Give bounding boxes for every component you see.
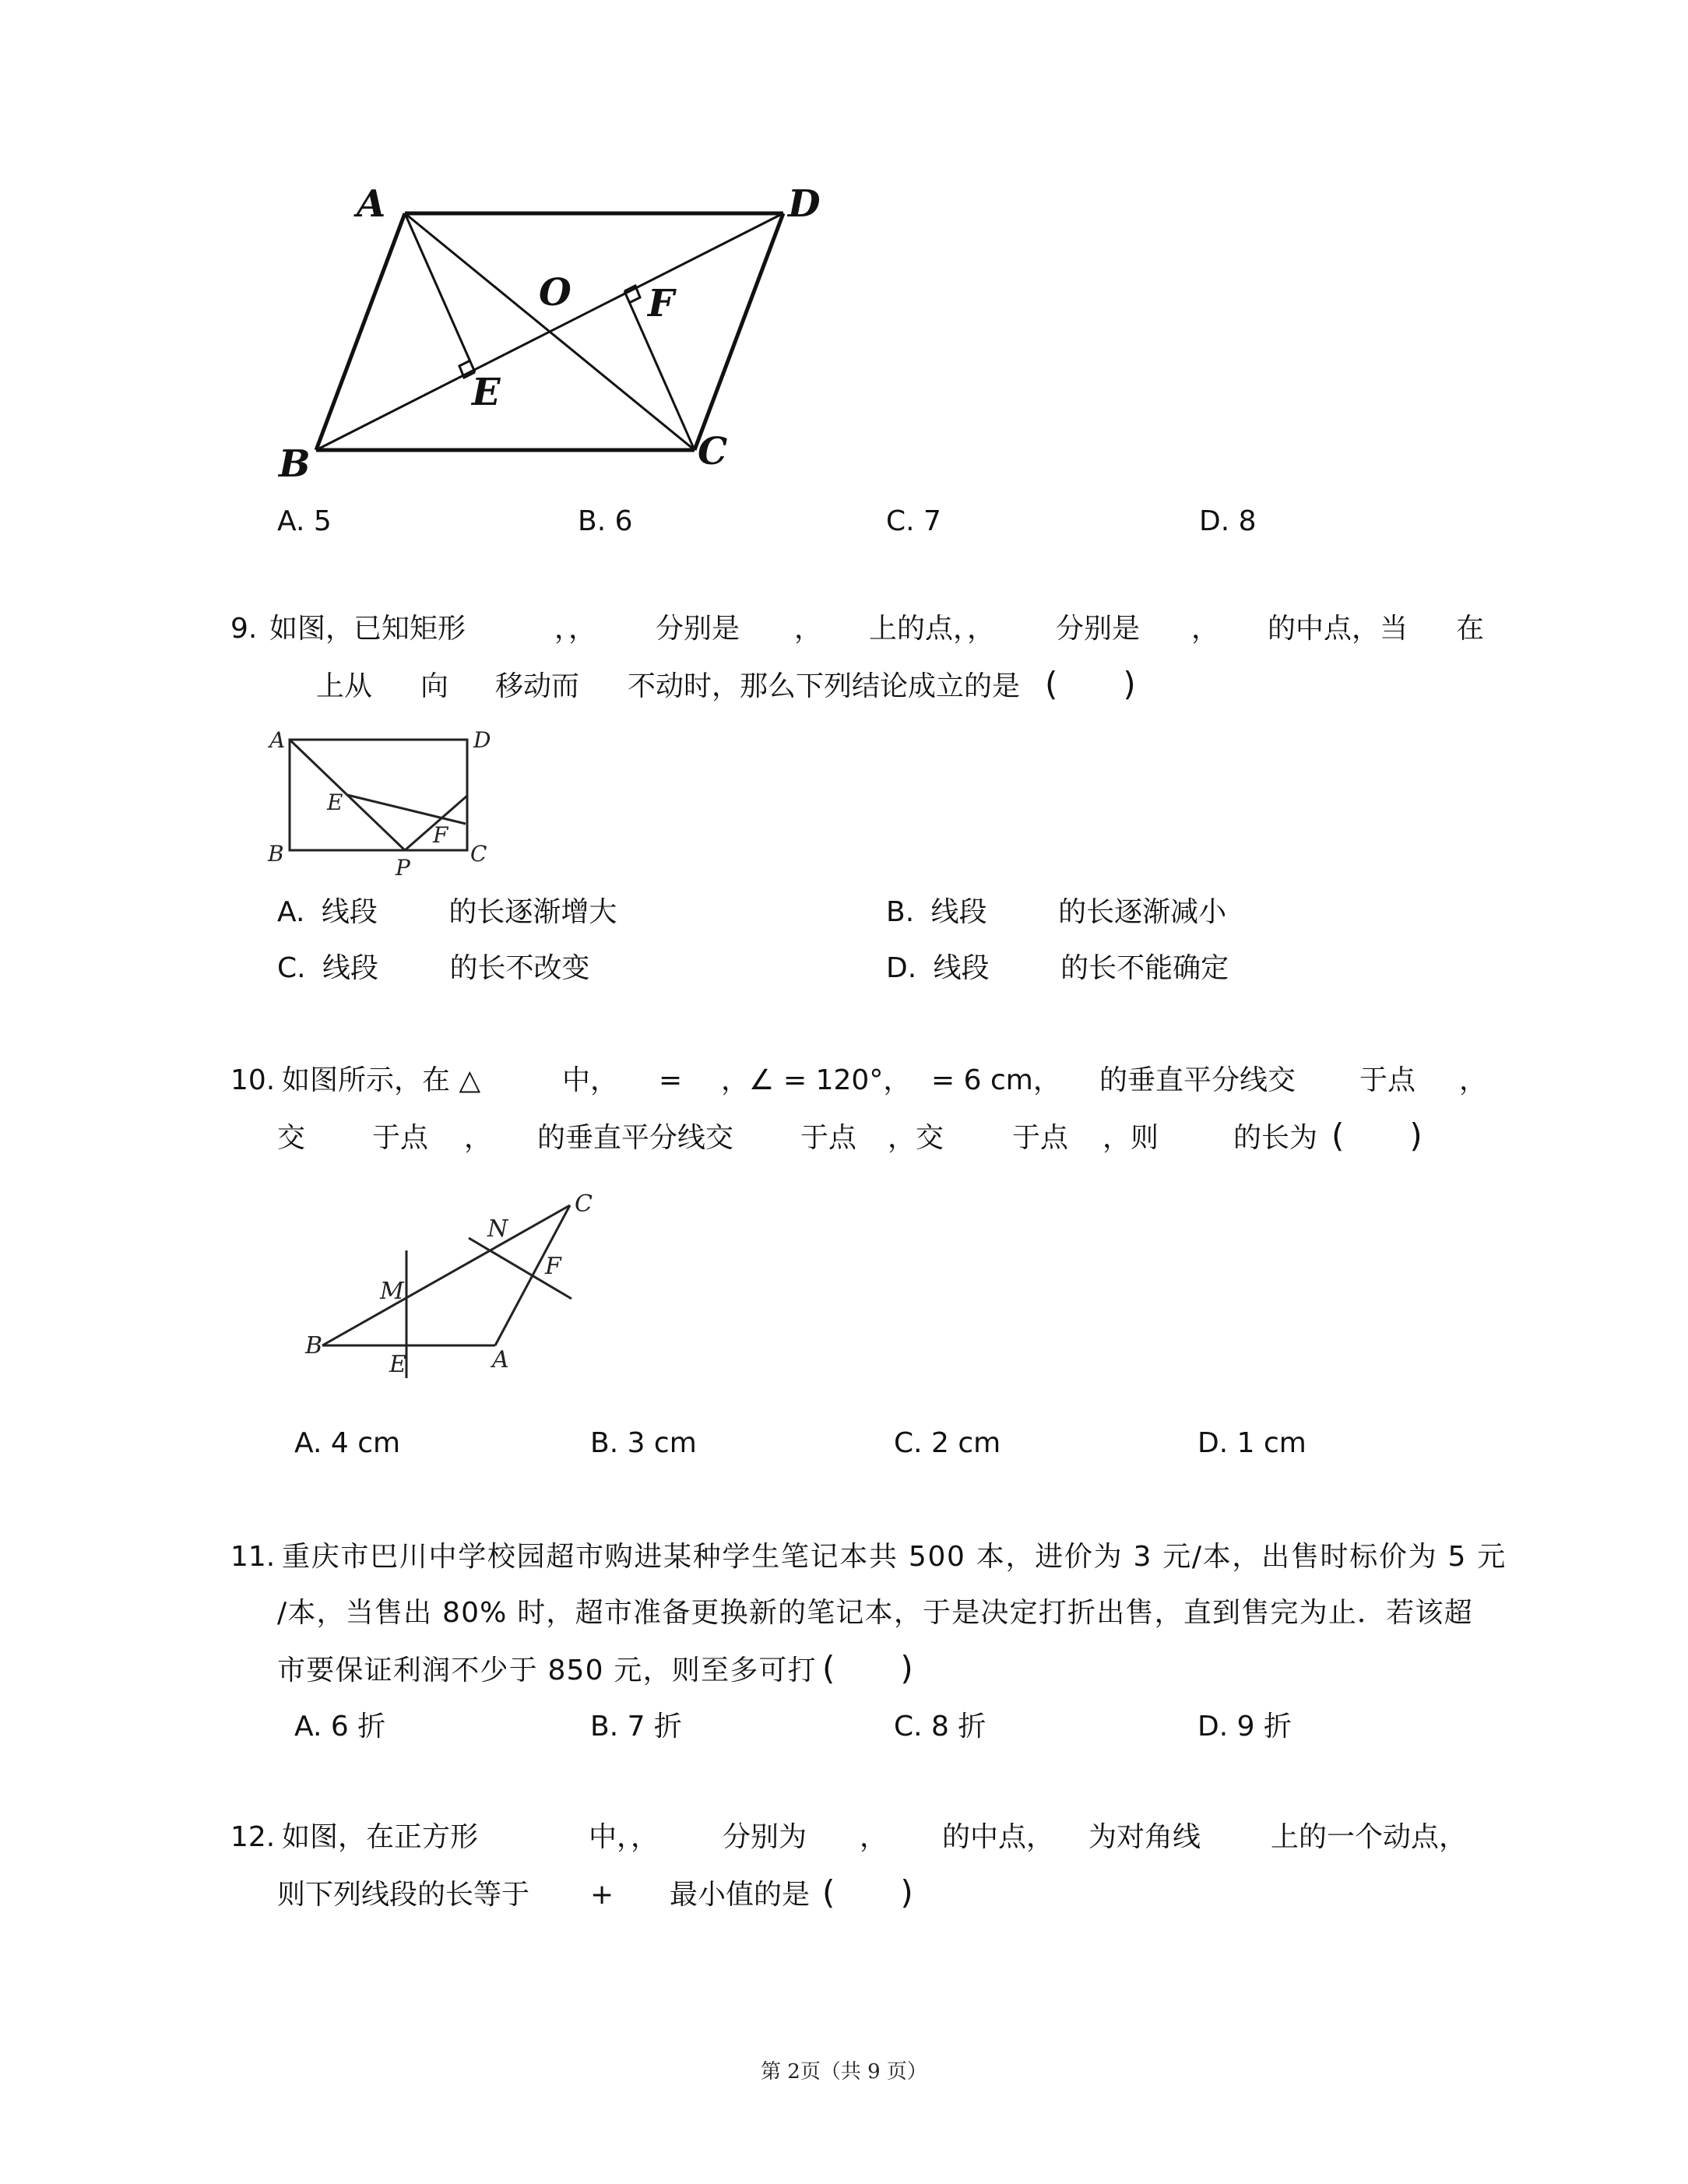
- label-a: A: [269, 727, 286, 753]
- q9-text-5: 上的点，，: [869, 613, 996, 645]
- option-prefix: B.: [886, 896, 915, 928]
- label-f: F: [433, 822, 448, 848]
- q12-text-2: 中，，: [589, 1821, 659, 1853]
- q12-text-5: 的中点，: [942, 1821, 1055, 1853]
- label-d: D: [473, 727, 491, 753]
- q12-text-3: 分别为: [723, 1821, 807, 1853]
- q10-text-12: ，: [464, 1122, 493, 1154]
- label-m: M: [380, 1278, 404, 1305]
- q8-option-d[interactable]: D. 8: [1199, 505, 1257, 537]
- q12-text-9: +: [590, 1879, 614, 1911]
- q12-answer-paren[interactable]: ( ): [822, 1873, 913, 1911]
- option-post: 的长不能确定: [1060, 952, 1229, 984]
- label-e: E: [389, 1351, 406, 1378]
- q8-option-a[interactable]: A. 5: [277, 505, 332, 537]
- option-post: 的长逐渐增大: [448, 896, 617, 928]
- q9-text-11: 向: [420, 670, 449, 702]
- q10-number: 10.: [230, 1064, 276, 1096]
- q11-option-b[interactable]: B. 7 折: [590, 1711, 682, 1743]
- q10-text-15: ，交: [888, 1122, 944, 1154]
- q8-option-b[interactable]: B. 6: [578, 505, 633, 537]
- q12-text-1: 如图，在正方形: [282, 1821, 479, 1853]
- q11-option-c[interactable]: C. 8 折: [894, 1711, 986, 1743]
- q11-answer-paren[interactable]: ( ): [822, 1649, 913, 1687]
- q8-option-c[interactable]: C. 7: [886, 505, 941, 537]
- label-b: B: [279, 442, 311, 486]
- label-f: F: [648, 282, 675, 325]
- q11-line-1: 重庆市巴川中学校园超市购进某种学生笔记本共 500 本，进价为 3 元/本，出售时标价为 5 元: [282, 1541, 1507, 1573]
- q10-answer-paren[interactable]: ( ): [1331, 1117, 1422, 1155]
- q10-text-2: 中，: [562, 1064, 619, 1096]
- label-o: O: [539, 271, 571, 315]
- q9-text-12: 移动而: [495, 670, 580, 702]
- q10-option-b[interactable]: B. 3 cm: [590, 1427, 697, 1459]
- option-pre: 线段: [322, 952, 379, 984]
- q9-text-3: 分别是: [656, 613, 740, 645]
- label-e: E: [327, 790, 343, 815]
- q9-text-9: 在: [1456, 613, 1485, 645]
- option-post: 的长不改变: [449, 952, 590, 984]
- q9-answer-paren[interactable]: ( ): [1045, 665, 1136, 703]
- q10-text-3: =: [659, 1064, 683, 1096]
- q10-text-7: 的垂直平分线交: [1099, 1064, 1296, 1096]
- q9-text-6: 分别是: [1056, 613, 1141, 645]
- q9-number: 9.: [230, 613, 258, 645]
- q11-option-a[interactable]: A. 6 折: [294, 1711, 386, 1743]
- q9-text-2: ，，: [554, 613, 597, 645]
- q9-text-4: ，: [794, 613, 823, 645]
- label-f: F: [545, 1253, 561, 1280]
- option-pre: 线段: [321, 896, 378, 928]
- label-d: D: [788, 182, 821, 226]
- q10-text-14: 于点: [800, 1122, 857, 1154]
- q10-text-4: ，∠: [721, 1064, 775, 1096]
- page-footer: 第 2页（共 9 页）: [761, 2060, 927, 2084]
- label-c: C: [470, 841, 487, 867]
- q10-text-16: 于点: [1012, 1122, 1069, 1154]
- q9-text-10: 上从: [316, 670, 373, 702]
- option-pre: 线段: [933, 952, 990, 984]
- q12-text-8: 则下列线段的长等于: [277, 1879, 530, 1911]
- label-n: N: [487, 1215, 508, 1243]
- q9-text-1: 如图，已知矩形: [269, 613, 466, 645]
- label-a: A: [492, 1346, 509, 1373]
- q10-text-13: 的垂直平分线交: [537, 1122, 734, 1154]
- label-a: A: [357, 182, 386, 226]
- q10-text-9: ，: [1459, 1064, 1488, 1096]
- q11-line-3: 市要保证利润不少于 850 元，则至多可打: [277, 1655, 817, 1686]
- q10-text-5: = 120°，: [783, 1064, 912, 1096]
- label-b: B: [268, 841, 284, 867]
- q10-text-1: 如图所示，在 △: [282, 1064, 481, 1096]
- option-prefix: C.: [277, 952, 306, 984]
- q11-option-d[interactable]: D. 9 折: [1197, 1711, 1292, 1743]
- q10-text-18: 的长为: [1233, 1122, 1318, 1154]
- label-c: C: [698, 430, 728, 473]
- q10-text-17: ，则: [1102, 1122, 1159, 1154]
- q9-text-13: 不动时，那么下列结论成立的是: [628, 670, 1021, 702]
- option-prefix: A.: [277, 896, 305, 928]
- label-e: E: [472, 371, 501, 414]
- option-prefix: D.: [886, 952, 917, 984]
- q9-text-8: 的中点，当: [1268, 613, 1408, 645]
- q10-option-a[interactable]: A. 4 cm: [294, 1427, 401, 1459]
- q10-text-8: 于点: [1359, 1064, 1416, 1096]
- option-pre: 线段: [930, 896, 987, 928]
- q10-text-10: 交: [277, 1122, 306, 1154]
- q11-number: 11.: [230, 1541, 276, 1573]
- q11-line-2: /本，当售出 80% 时，超市准备更换新的笔记本，于是决定打折出售，直到售完为止．若该超: [277, 1597, 1473, 1629]
- q12-text-7: 上的一个动点，: [1271, 1821, 1468, 1853]
- q10-option-d[interactable]: D. 1 cm: [1197, 1427, 1306, 1459]
- option-post: 的长逐渐减小: [1058, 896, 1227, 928]
- q12-text-4: ，: [860, 1821, 888, 1853]
- q12-text-10: 最小值的是: [670, 1879, 811, 1911]
- q10-text-6: = 6 cm，: [931, 1064, 1061, 1096]
- q10-text-11: 于点: [372, 1122, 429, 1154]
- q12-text-6: 为对角线: [1088, 1821, 1201, 1853]
- q10-option-c[interactable]: C. 2 cm: [894, 1427, 1001, 1459]
- q12-number: 12.: [230, 1821, 276, 1853]
- label-b: B: [305, 1332, 323, 1359]
- label-c: C: [575, 1190, 593, 1218]
- q9-text-7: ，: [1191, 613, 1220, 645]
- label-p: P: [396, 855, 410, 881]
